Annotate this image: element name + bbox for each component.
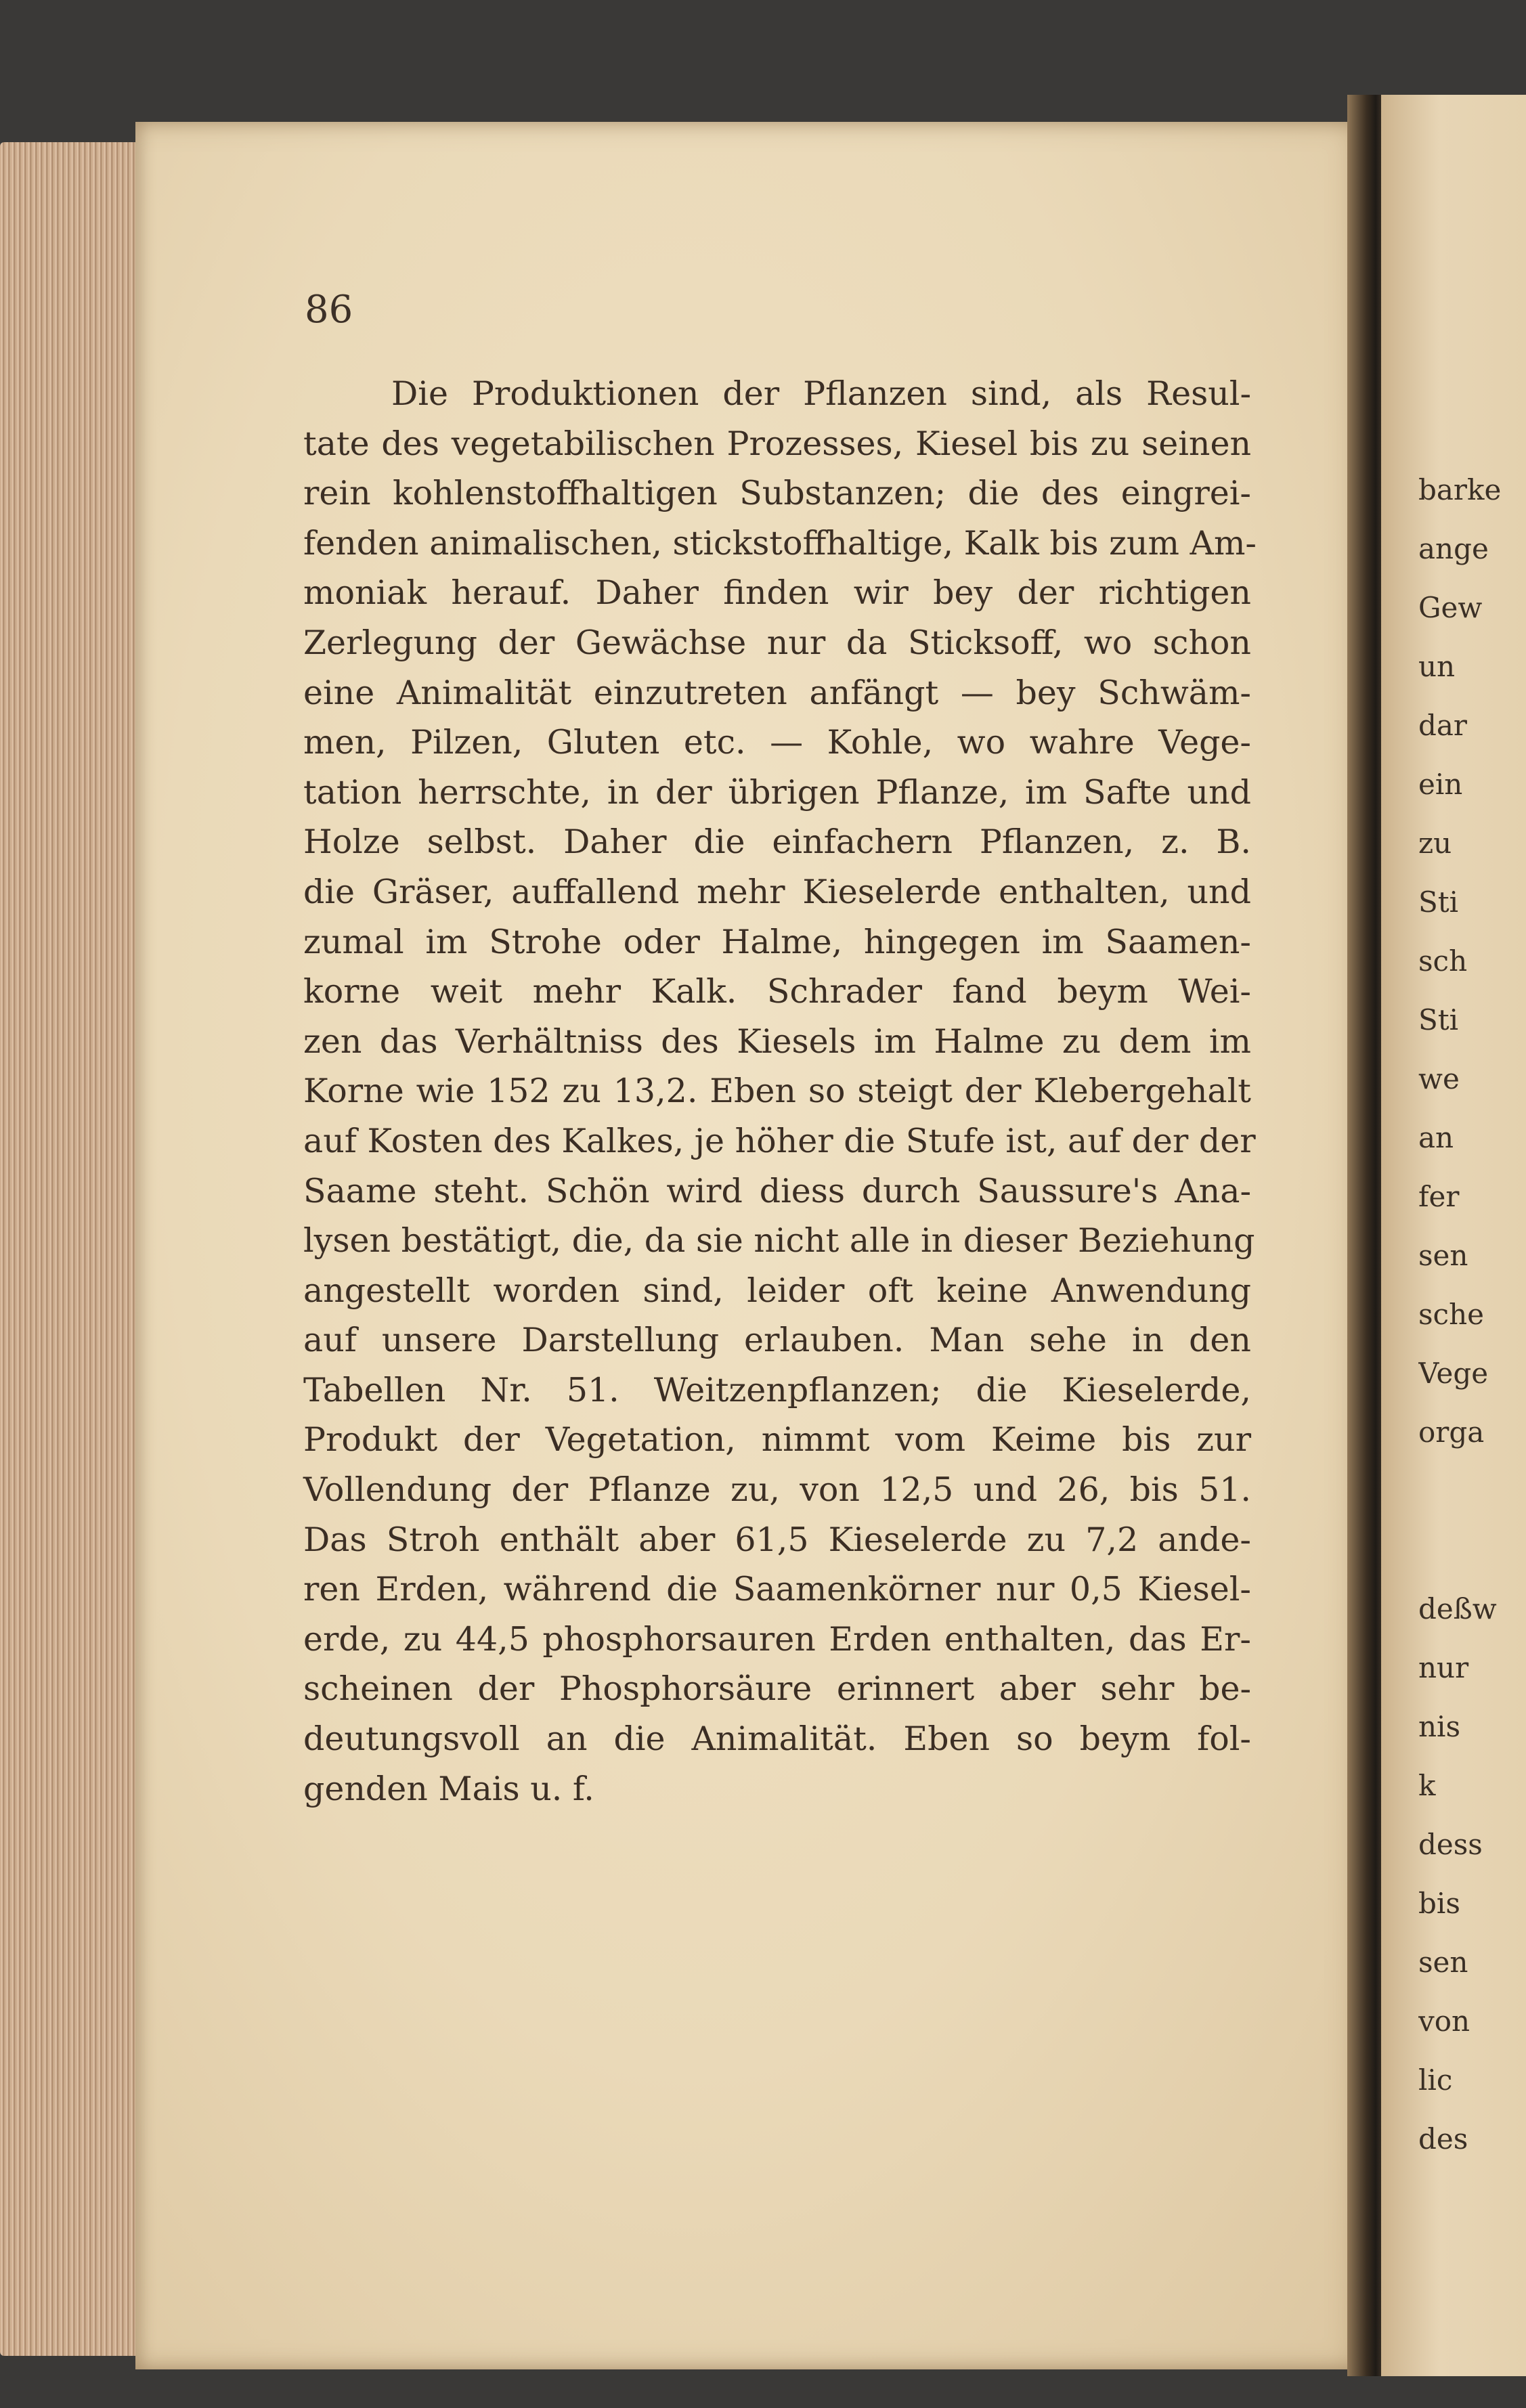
page-number: 86 — [305, 288, 353, 332]
facing-page-fragment — [1418, 1462, 1520, 1520]
facing-page-fragment: un — [1418, 650, 1456, 683]
facing-page-fragment: von — [1418, 2005, 1470, 2038]
facing-page-fragment: sen — [1418, 1946, 1468, 1979]
facing-page-fragment: sche — [1418, 1298, 1484, 1331]
facing-page-fragment: dess — [1418, 1828, 1483, 1861]
facing-page-fragment: ange — [1418, 532, 1489, 565]
facing-page-fragment: k — [1418, 1769, 1436, 1802]
text-line: die Gräser, auffallend mehr Kieselerde enthalten, und — [303, 872, 1251, 911]
text-line: rein kohlenstoffhaltigen Substanzen; die des eingrei- — [303, 474, 1251, 513]
right-page-text-fragments — [1418, 460, 1520, 2168]
text-line: erde, zu 44,5 phosphorsauren Erden enthalten, das Er- — [303, 1619, 1251, 1659]
facing-page-fragment: nur — [1418, 1651, 1469, 1684]
text-line: moniak herauf. Daher finden wir bey der richtigen — [303, 573, 1251, 613]
text-line: Tabellen Nr. 51. Weitzenpflanzen; die Kieselerde, — [303, 1370, 1251, 1409]
text-line: korne weit mehr Kalk. Schrader fand beym Wei- — [303, 972, 1251, 1011]
facing-page-fragment: Vege — [1418, 1357, 1489, 1390]
facing-page-fragment: we — [1418, 1062, 1460, 1095]
text-line: tation herrschte, in der übrigen Pflanze, im Safte und — [303, 772, 1251, 812]
facing-page-fragment: an — [1418, 1121, 1454, 1154]
facing-page-fragment: barke — [1418, 473, 1502, 506]
text-line: Holze selbst. Daher die einfachern Pflanzen, z. B. — [303, 823, 1251, 862]
facing-page-fragment: zu — [1418, 827, 1452, 860]
facing-page-fragment: sch — [1418, 944, 1468, 978]
text-line: Das Stroh enthält aber 61,5 Kieselerde zu 7,2 ande- — [303, 1520, 1251, 1559]
facing-page-fragment: Sti — [1418, 885, 1459, 919]
text-line: Die Produktionen der Pflanzen sind, als Resul- — [391, 374, 1251, 413]
text-line: Vollendung der Pflanze zu, von 12,5 und 26, bis 51. — [303, 1470, 1251, 1510]
text-line: fenden animalischen, stickstoffhaltige, Kalk bis zum Am- — [303, 523, 1257, 563]
text-line: auf Kosten des Kalkes, je höher die Stufe ist, auf der der — [303, 1121, 1256, 1160]
facing-page-fragment — [1418, 1520, 1520, 1579]
text-line: tate des vegetabilischen Prozesses, Kiesel bis zu seinen — [303, 424, 1251, 463]
facing-page-fragment: Sti — [1418, 1003, 1459, 1036]
body-text — [303, 369, 1257, 1814]
text-line: scheinen der Phosphorsäure erinnert aber sehr be- — [303, 1669, 1251, 1709]
page-edges — [0, 142, 146, 2356]
facing-page-fragment: ein — [1418, 768, 1463, 801]
facing-page-fragment: Gew — [1418, 591, 1483, 624]
facing-page-fragment: deßw — [1418, 1592, 1497, 1625]
facing-page-fragment: bis — [1418, 1887, 1460, 1920]
text-line: lysen bestätigt, die, da sie nicht alle in dieser Beziehung — [303, 1221, 1255, 1261]
text-line: Korne wie 152 zu 13,2. Eben so steigt der Klebergehalt — [303, 1072, 1251, 1111]
text-line: men, Pilzen, Gluten etc. — Kohle, wo wahre Vege- — [303, 723, 1251, 762]
facing-page-fragment: fer — [1418, 1180, 1460, 1213]
text-line: eine Animalität einzutreten anfängt — bey Schwäm- — [303, 673, 1251, 712]
text-line: angestellt worden sind, leider oft keine Anwendung — [303, 1271, 1251, 1310]
facing-page-fragment: sen — [1418, 1239, 1468, 1272]
text-line: zumal im Strohe oder Halme, hingegen im Saamen- — [303, 922, 1251, 961]
text-line: Zerlegung der Gewächse nur da Sticksoff, wo schon — [303, 623, 1251, 662]
facing-page-fragment: orga — [1418, 1416, 1485, 1449]
text-line: auf unsere Darstellung erlauben. Man sehe in den — [303, 1321, 1251, 1360]
text-line: ren Erden, während die Saamenkörner nur 0,5 Kiesel- — [303, 1570, 1251, 1609]
facing-page-fragment: dar — [1418, 709, 1468, 742]
facing-page-fragment: des — [1418, 2122, 1468, 2155]
text-line: Saame steht. Schön wird diess durch Saussure's Ana- — [303, 1171, 1251, 1210]
facing-page-fragment: nis — [1418, 1710, 1461, 1743]
text-line: Produkt der Vegetation, nimmt vom Keime bis zur — [303, 1420, 1251, 1460]
text-line: genden Mais u. f. — [303, 1769, 594, 1808]
text-line: zen das Verhältniss des Kiesels im Halme zu dem im — [303, 1022, 1251, 1061]
text-line: deutungsvoll an die Animalität. Eben so beym fol- — [303, 1720, 1251, 1759]
facing-page-fragment: lic — [1418, 2063, 1453, 2097]
